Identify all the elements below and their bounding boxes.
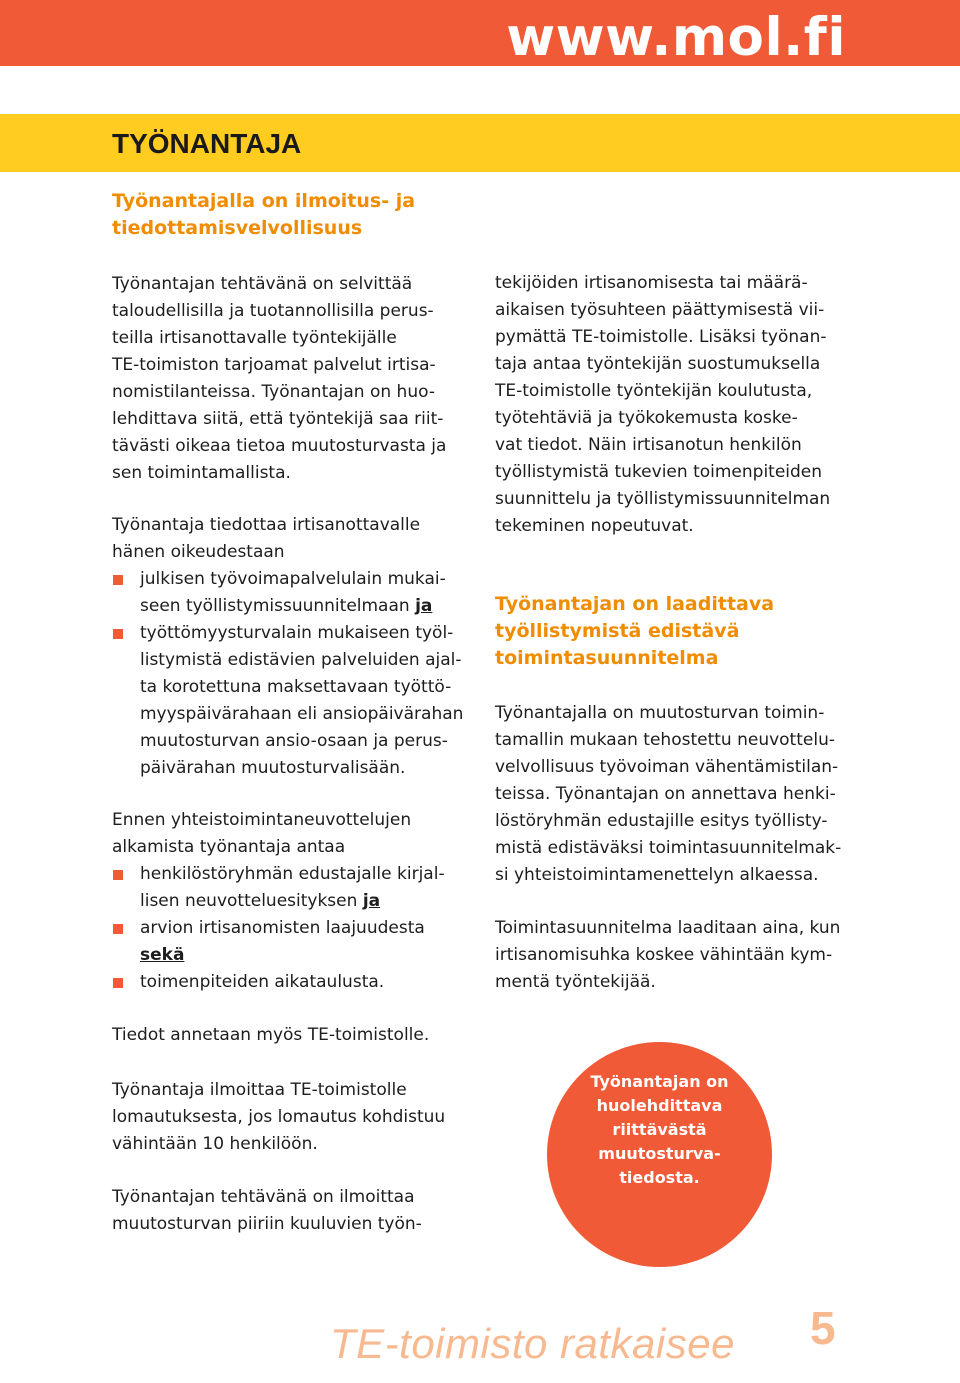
- callout-line: muutosturva-: [598, 1144, 721, 1163]
- text-line: julkisen työvoimapalvelulain mukai-: [140, 569, 446, 589]
- text-line: päivärahan muutosturvalisään.: [140, 758, 406, 778]
- square-bullet-icon: [113, 629, 123, 639]
- list-item: [112, 861, 445, 915]
- right-heading: [495, 591, 774, 672]
- text-line: mistä edistäväksi toimintasuunnitelmak-: [495, 838, 842, 858]
- left-heading-line: Työnantajalla on ilmoitus- ja: [112, 190, 416, 212]
- left-paragraph-2: [112, 512, 463, 782]
- text-line: teilla irtisanottavalle työntekijälle: [112, 328, 397, 348]
- text-line: velvollisuus työvoiman vähentämistilan-: [495, 757, 839, 777]
- text-line: aikaisen työsuhteen päättymisestä vii-: [495, 300, 825, 320]
- text-line: työllistymistä tukevien toimenpiteiden: [495, 462, 823, 482]
- text-line: henkilöstöryhmän edustajalle kirjal-: [140, 864, 445, 884]
- text-line: sen toimintamallista.: [112, 463, 291, 483]
- callout-line: Työnantajan on: [590, 1072, 729, 1091]
- page-number: 5: [810, 1302, 836, 1354]
- website-url: www.mol.fi: [506, 7, 846, 68]
- rights-list: [112, 566, 463, 782]
- text-line: vähintään 10 henkilöön.: [112, 1134, 318, 1154]
- emphasis-word: sekä: [140, 945, 185, 965]
- text-line: Toimintasuunnitelma laaditaan aina, kun: [495, 918, 841, 938]
- text-line: irtisanomisuhka koskee vähintään kym-: [495, 945, 833, 965]
- list-item: [112, 969, 445, 996]
- right-paragraph-3: [495, 915, 840, 996]
- text-line: tävästi oikeaa tietoa muutosturvasta ja: [112, 436, 447, 456]
- text-line: hänen oikeudestaan: [112, 542, 285, 562]
- text-line: nomistilanteissa. Työnantajan on huo-: [112, 382, 435, 402]
- text-line: muutosturvan piiriin kuuluvien työn-: [112, 1214, 422, 1234]
- text-line: taja antaa työntekijän suostumuksella: [495, 354, 821, 374]
- paragraph-intro: [112, 807, 445, 861]
- text-line: muutosturvan ansio-osaan ja perus-: [140, 731, 448, 751]
- text-line: suunnittelu ja työllistymissuunnitelman: [495, 489, 831, 509]
- text-line: pymättä TE-toimistolle. Lisäksi työnan-: [495, 327, 827, 347]
- paragraph-intro: [112, 512, 463, 566]
- text-line: alkamista työnantaja antaa: [112, 837, 346, 857]
- right-heading-line: työllistymistä edistävä: [495, 620, 740, 642]
- callout-text: [547, 1070, 772, 1190]
- text-line: ta korotettuna maksettavaan työttö-: [140, 677, 452, 697]
- text-line: vat tiedot. Näin irtisanotun henkilön: [495, 435, 802, 455]
- text-line: Työnantajan tehtävänä on selvittää: [112, 274, 413, 294]
- text-line: toimenpiteiden aikataulusta.: [140, 972, 385, 992]
- text-line: mentä työntekijää.: [495, 972, 656, 992]
- text-line: taloudellisilla ja tuotannollisilla perus-: [112, 301, 434, 321]
- header-bar: [0, 0, 960, 66]
- text-line: Tiedot annetaan myös TE-toimistolle.: [112, 1025, 430, 1045]
- text-line: lehdittava siitä, että työntekijä saa riit-: [112, 409, 444, 429]
- right-paragraph-1: [495, 270, 830, 540]
- text-line: löstöryhmän edustajille esitys työllisty-: [495, 811, 828, 831]
- callout-line: riittävästä: [612, 1120, 707, 1139]
- callout-circle: [547, 1042, 772, 1267]
- text-line: Ennen yhteistoimintaneuvottelujen: [112, 810, 412, 830]
- section-banner: [0, 114, 960, 172]
- square-bullet-icon: [113, 575, 123, 585]
- text-line: arvion irtisanomisten laajuudesta: [140, 918, 425, 938]
- text-line: työtehtäviä ja työkokemusta koske-: [495, 408, 798, 428]
- left-paragraph-1: [112, 271, 446, 487]
- text-line: tekijöiden irtisanomisesta tai määrä-: [495, 273, 808, 293]
- text-fragment: lisen neuvotteluesityksen: [140, 891, 363, 911]
- text-line: listymistä edistävien palveluiden ajal-: [140, 650, 462, 670]
- right-paragraph-2: [495, 700, 841, 889]
- text-line: Työnantaja tiedottaa irtisanottavalle: [112, 515, 421, 535]
- left-heading: [112, 188, 415, 242]
- text-line: [140, 593, 463, 620]
- callout-line: huolehdittava: [596, 1096, 723, 1115]
- right-heading-line: Työnantajan on laadittava: [495, 593, 775, 615]
- text-line: tamallin mukaan tehostettu neuvottelu-: [495, 730, 835, 750]
- footer-brand: TE-toimisto ratkaisee: [330, 1320, 735, 1367]
- square-bullet-icon: [113, 924, 123, 934]
- text-line: si yhteistoimintamenettelyn alkaessa.: [495, 865, 819, 885]
- text-line: TE-toimistolle työntekijän koulutusta,: [495, 381, 813, 401]
- text-line: TE-toimiston tarjoamat palvelut irtisa-: [112, 355, 436, 375]
- text-line: Työnantaja ilmoittaa TE-toimistolle: [112, 1080, 407, 1100]
- text-line: [140, 888, 445, 915]
- left-paragraph-6: [112, 1184, 422, 1238]
- list-item: [112, 620, 463, 782]
- text-line: lomautuksesta, jos lomautus kohdistuu: [112, 1107, 446, 1127]
- text-line: Työnantajalla on muutosturvan toimin-: [495, 703, 825, 723]
- text-line: Työnantajan tehtävänä on ilmoittaa: [112, 1187, 415, 1207]
- text-line: tekeminen nopeutuvat.: [495, 516, 694, 536]
- emphasis-word: ja: [415, 596, 433, 616]
- callout-line: tiedosta.: [619, 1168, 700, 1187]
- text-line: teissa. Työnantajan on annettava henki-: [495, 784, 836, 804]
- text-fragment: seen työllistymissuunnitelmaan: [140, 596, 416, 616]
- left-paragraph-5: [112, 1077, 445, 1158]
- right-heading-line: toimintasuunnitelma: [495, 647, 719, 669]
- section-title: TYÖNANTAJA: [112, 128, 302, 159]
- square-bullet-icon: [113, 870, 123, 880]
- left-paragraph-4: [112, 1022, 429, 1049]
- deliverables-list: [112, 861, 445, 996]
- text-line: myyspäivärahaan eli ansiopäivärahan: [140, 704, 464, 724]
- emphasis-word: ja: [362, 891, 381, 911]
- left-paragraph-3: [112, 807, 445, 996]
- list-item: [112, 566, 463, 620]
- square-bullet-icon: [113, 978, 123, 988]
- left-heading-line: tiedottamisvelvollisuus: [112, 217, 363, 239]
- text-line: työttömyysturvalain mukaiseen työl-: [140, 623, 454, 643]
- list-item: [112, 915, 445, 969]
- text-line: [140, 942, 445, 969]
